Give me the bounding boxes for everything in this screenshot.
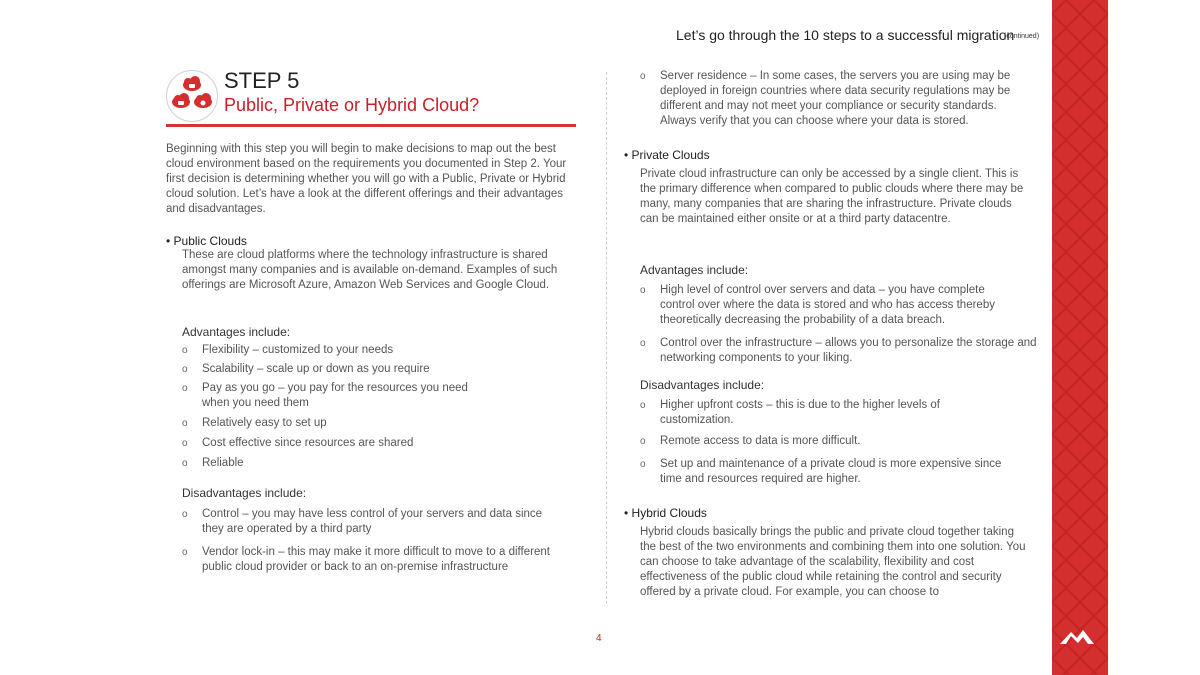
header-title: Let’s go through the 10 steps to a successful migration [676,27,1015,43]
private-clouds-heading: • Private Clouds [624,148,710,162]
private-clouds-description: Private cloud infrastructure can only be accessed by a single client. This is the primary difference when compared to public clouds where there may be many, many companies that are sharing the infrastructure. Private clouds can be maintained either onsite or at a third party datacentre. [640,168,1024,225]
list-item: o Reliable [182,457,244,469]
hybrid-clouds-description: Hybrid clouds basically brings the public and private cloud together taking the best of the two environments and combining them into one solution. You can choose to take advantage of the scalability, flexibility and cost effectiveness of the public cloud while retaining the control and security offered by a private cloud. For example, you can choose to [640,526,1026,598]
list-item: o Control over the infrastructure – allows you to personalize the storage and networking components to your liking. [640,337,1037,364]
public-clouds-description: These are cloud platforms where the technology infrastructure is shared amongst many companies and is available on-demand. Examples of such offerings are Microsoft Azure, Amazon Web Services and Google Cloud. [182,249,558,291]
bullet-marker: o [182,383,188,394]
bullet-marker: o [640,285,646,296]
public-advantages-label: Advantages include: [182,325,291,339]
list-item: o Vendor lock-in – this may make it more difficult to move to a different public cloud provider or back to an on-premise infrastructure [182,546,550,573]
bullet-marker: o [182,438,188,449]
list-item: o Relatively easy to set up [182,417,327,429]
header-continued: (continued) [1004,33,1040,40]
bullet-marker: o [182,458,188,469]
bullet-marker: o [182,547,188,558]
bullet-marker: o [640,459,646,470]
private-advantages-label: Advantages include: [640,263,749,277]
step-title: Public, Private or Hybrid Cloud? [224,95,480,115]
bullet-marker: o [640,400,646,411]
cloud-lock-icon [166,70,218,122]
mountain-logo-icon [1058,626,1096,651]
step-number: STEP 5 [224,68,300,93]
bullet-marker: o [640,338,646,349]
bullet-marker: o [640,71,646,82]
list-item: o Pay as you go – you pay for the resources you need when you need them [182,382,468,409]
title-underline [166,124,576,127]
page-number: 4 [596,633,602,644]
list-item: o Higher upfront costs – this is due to the higher levels of customization. [640,399,940,426]
list-item: o Flexibility – customized to your needs [182,344,394,356]
diamond-pattern-icon [1052,0,1108,675]
list-item: o Set up and maintenance of a private cloud is more expensive since time and resources required are higher. [640,458,1002,485]
hybrid-clouds-heading: • Hybrid Clouds [624,506,707,520]
list-item: o High level of control over servers and data – you have complete control over where the data is stored and who has access thereby theoretically decreasing the probability of a data breach. [640,284,995,326]
bullet-marker: o [182,345,188,356]
list-item: o Server residence – In some cases, the servers you are using may be deployed in foreign countries where data security regulations may be different and may not meet your compliance or security standards. Always verify that you can choose where your data is stored. [640,70,1011,127]
public-clouds-heading: • Public Clouds [166,234,247,248]
public-disadvantages-label: Disadvantages include: [182,486,307,500]
list-item: o Control – you may have less control of your servers and data since they are operated by a third party [182,508,543,535]
column-divider [606,72,607,604]
intro-paragraph: Beginning with this step you will begin to make decisions to map out the best cloud environment based on the requirements you documented in Step 2. Your first decision is determining whether you will go with a Public, Private or Hybrid cloud solution. Let’s have a look at the different offerings and their advantages and disadvantages. [166,143,567,215]
list-item: o Cost effective since resources are shared [182,437,414,449]
private-disadvantages-label: Disadvantages include: [640,378,765,392]
list-item: o Scalability – scale up or down as you require [182,363,430,375]
bullet-marker: o [182,418,188,429]
bullet-marker: o [640,436,646,447]
decorative-red-strip [1052,0,1108,675]
bullet-marker: o [182,509,188,520]
bullet-marker: o [182,364,188,375]
list-item: o Remote access to data is more difficult. [640,435,861,447]
